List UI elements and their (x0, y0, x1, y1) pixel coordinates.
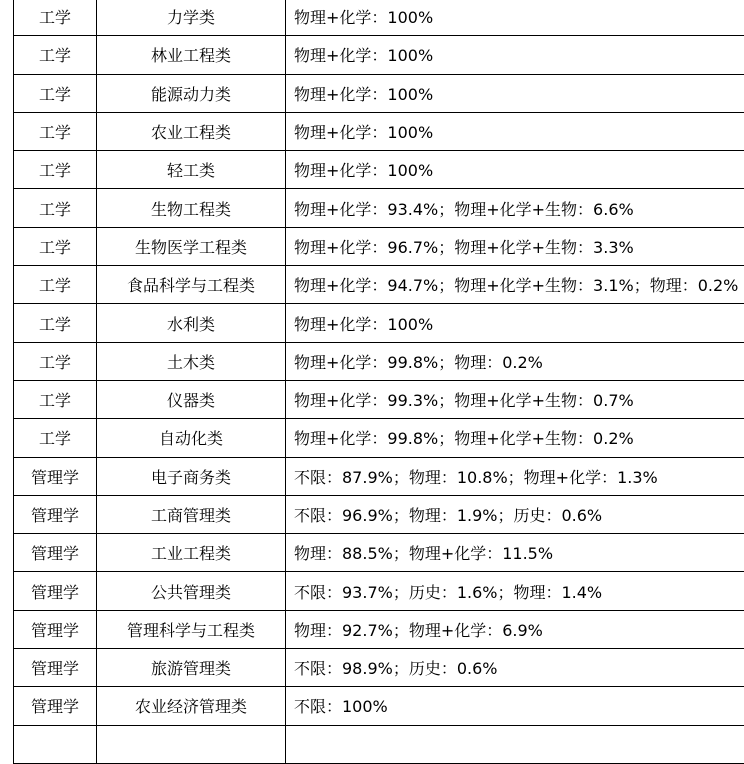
requirement-cell: 不限：96.9%；物理：1.9%；历史：0.6% (286, 495, 744, 533)
category-cell: 管理学 (14, 649, 97, 687)
category-cell: 工学 (14, 304, 97, 342)
table-row (14, 610, 744, 648)
requirement-cell: 不限：93.7%；历史：1.6%；物理：1.4% (286, 572, 744, 610)
table-row (14, 572, 744, 610)
major-cell: 工商管理类 (97, 495, 286, 533)
table-row (14, 649, 744, 687)
requirement-cell: 物理：92.7%；物理+化学：6.9% (286, 610, 744, 648)
table-body (14, 0, 744, 763)
category-cell (14, 725, 97, 763)
requirement-cell: 物理+化学：99.8%；物理+化学+生物：0.2% (286, 419, 744, 457)
table-row (14, 227, 744, 265)
requirement-cell: 物理+化学：100% (286, 151, 744, 189)
requirement-cell: 物理+化学：100% (286, 36, 744, 74)
major-cell: 土木类 (97, 342, 286, 380)
requirement-cell: 物理：88.5%；物理+化学：11.5% (286, 534, 744, 572)
table-row (14, 725, 744, 763)
category-cell: 工学 (14, 0, 97, 36)
table-row (14, 495, 744, 533)
table-row (14, 342, 744, 380)
table-row (14, 36, 744, 74)
requirement-cell: 物理+化学：100% (286, 0, 744, 36)
major-cell: 工业工程类 (97, 534, 286, 572)
major-requirements-table (13, 0, 744, 764)
requirement-cell: 不限：87.9%；物理：10.8%；物理+化学：1.3% (286, 457, 744, 495)
category-cell: 管理学 (14, 610, 97, 648)
requirement-cell: 物理+化学：99.3%；物理+化学+生物：0.7% (286, 380, 744, 418)
category-cell: 工学 (14, 74, 97, 112)
category-cell: 管理学 (14, 572, 97, 610)
table-row (14, 304, 744, 342)
major-cell: 旅游管理类 (97, 649, 286, 687)
table-row (14, 380, 744, 418)
major-cell: 管理科学与工程类 (97, 610, 286, 648)
category-cell: 工学 (14, 419, 97, 457)
category-cell: 管理学 (14, 457, 97, 495)
table-row (14, 112, 744, 150)
requirement-cell: 物理+化学：96.7%；物理+化学+生物：3.3% (286, 227, 744, 265)
category-cell: 工学 (14, 151, 97, 189)
category-cell: 工学 (14, 380, 97, 418)
table-row (14, 0, 744, 36)
table-row (14, 74, 744, 112)
table-row (14, 151, 744, 189)
major-cell (97, 725, 286, 763)
requirement-cell: 物理+化学：100% (286, 74, 744, 112)
requirement-cell: 不限：98.9%；历史：0.6% (286, 649, 744, 687)
major-cell: 食品科学与工程类 (97, 266, 286, 304)
requirement-cell: 物理+化学：100% (286, 112, 744, 150)
category-cell: 工学 (14, 227, 97, 265)
category-cell: 管理学 (14, 495, 97, 533)
category-cell: 工学 (14, 189, 97, 227)
major-cell: 能源动力类 (97, 74, 286, 112)
table-row (14, 266, 744, 304)
category-cell: 工学 (14, 112, 97, 150)
major-cell: 电子商务类 (97, 457, 286, 495)
major-cell: 农业工程类 (97, 112, 286, 150)
major-cell: 自动化类 (97, 419, 286, 457)
requirement-cell (286, 725, 744, 763)
major-cell: 轻工类 (97, 151, 286, 189)
requirement-cell: 不限：100% (286, 687, 744, 725)
requirement-cell: 物理+化学：93.4%；物理+化学+生物：6.6% (286, 189, 744, 227)
category-cell: 管理学 (14, 687, 97, 725)
table-row (14, 189, 744, 227)
table-row (14, 419, 744, 457)
major-cell: 生物工程类 (97, 189, 286, 227)
table-row (14, 457, 744, 495)
major-cell: 力学类 (97, 0, 286, 36)
major-cell: 农业经济管理类 (97, 687, 286, 725)
category-cell: 工学 (14, 36, 97, 74)
requirement-cell: 物理+化学：99.8%；物理：0.2% (286, 342, 744, 380)
category-cell: 工学 (14, 266, 97, 304)
category-cell: 管理学 (14, 534, 97, 572)
major-cell: 公共管理类 (97, 572, 286, 610)
major-cell: 仪器类 (97, 380, 286, 418)
requirement-cell: 物理+化学：94.7%；物理+化学+生物：3.1%；物理：0.2% (286, 266, 744, 304)
major-cell: 生物医学工程类 (97, 227, 286, 265)
major-cell: 水利类 (97, 304, 286, 342)
requirement-cell: 物理+化学：100% (286, 304, 744, 342)
table-row (14, 687, 744, 725)
major-cell: 林业工程类 (97, 36, 286, 74)
table-row (14, 534, 744, 572)
category-cell: 工学 (14, 342, 97, 380)
